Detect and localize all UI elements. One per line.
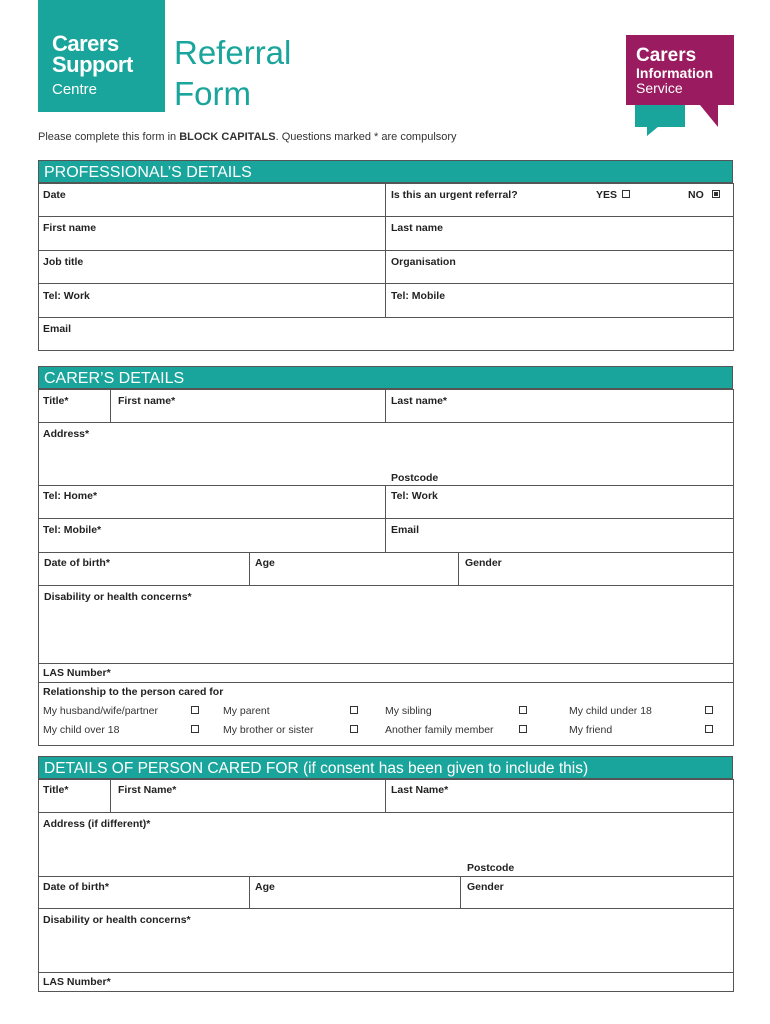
cared-address-label: Address (if different)* — [43, 818, 151, 830]
rel-option-label: My sibling — [385, 705, 432, 717]
tel-mobile-field[interactable] — [385, 283, 734, 318]
rel-option-label: My friend — [569, 724, 613, 736]
cared-gender-label: Gender — [467, 881, 504, 893]
no-label: NO — [688, 189, 704, 201]
organisation-field[interactable] — [385, 250, 734, 284]
cis-line-1: Carers — [636, 45, 697, 66]
tel-work-label: Tel: Work — [43, 290, 90, 302]
email-field[interactable] — [38, 317, 734, 351]
rel-option-label: My child over 18 — [43, 724, 120, 736]
carer-tel-home-field[interactable] — [38, 485, 386, 519]
cared-postcode-label: Postcode — [467, 862, 515, 874]
rel-option-label: My husband/wife/partner — [43, 705, 158, 717]
urgent-referral-field — [385, 183, 734, 217]
urgent-referral-label: Is this an urgent referral? — [391, 189, 518, 201]
carer-address-label: Address* — [43, 428, 90, 440]
tel-mobile-label: Tel: Mobile — [391, 290, 446, 302]
carer-las-number-field[interactable] — [38, 663, 734, 683]
rel-option-label: My child under 18 — [569, 705, 652, 717]
date-label: Date — [43, 189, 66, 201]
carer-address-field[interactable] — [38, 422, 734, 486]
carer-age-field[interactable] — [249, 552, 459, 586]
cared-first-name-label: First Name* — [118, 784, 177, 796]
carer-tel-work-field[interactable] — [385, 485, 734, 519]
cared-address-field[interactable] — [38, 812, 734, 877]
first-name-label: First name — [43, 222, 97, 234]
no-checkbox[interactable] — [712, 190, 720, 198]
form-instructions: Please complete this form in BLOCK CAPITALS. Questions marked * are compulsory — [38, 131, 457, 143]
rel-another-family-member-checkbox[interactable] — [519, 725, 527, 733]
carer-title-label: Title* — [43, 395, 69, 407]
cared-age-label: Age — [255, 881, 275, 893]
carer-gender-label: Gender — [465, 557, 502, 569]
cared-las-number-label: LAS Number* — [43, 976, 111, 988]
logo-line-2: Support — [52, 52, 133, 77]
carers-information-service-logo — [626, 35, 734, 105]
carer-last-name-label: Last name* — [391, 395, 448, 407]
carer-first-name-field[interactable] — [110, 389, 386, 423]
section-heading-cared-for: DETAILS OF PERSON CARED FOR (if consent has been given to include this) — [38, 756, 733, 779]
rel-option-label: Another family member — [385, 724, 494, 736]
carer-email-field[interactable] — [385, 518, 734, 553]
section-heading-professional: PROFESSIONAL’S DETAILS — [38, 160, 733, 183]
carer-tel-mobile-label: Tel: Mobile* — [43, 524, 102, 536]
speech-bubble-tail-icon — [647, 126, 659, 136]
carer-first-name-label: First name* — [118, 395, 176, 407]
cis-line-3: Service — [636, 80, 683, 96]
rel-husband-wife-partner-checkbox[interactable] — [191, 706, 199, 714]
rel-brother-or-sister-checkbox[interactable] — [350, 725, 358, 733]
form-title-line-2: Form — [174, 75, 251, 112]
carer-disability-field[interactable] — [38, 585, 734, 664]
speech-tail-icon — [700, 105, 718, 127]
section-heading-carer: CARER’S DETAILS — [38, 366, 733, 389]
rel-sibling-checkbox[interactable] — [519, 706, 527, 714]
logo-line-3: Centre — [52, 81, 98, 98]
cared-las-number-field[interactable] — [38, 972, 734, 992]
carer-dob-label: Date of birth* — [44, 557, 110, 569]
rel-option-label: My parent — [223, 705, 270, 717]
cared-age-field[interactable] — [249, 876, 461, 909]
cared-disability-field[interactable] — [38, 908, 734, 973]
cared-title-label: Title* — [43, 784, 69, 796]
rel-child-under-18-checkbox[interactable] — [705, 706, 713, 714]
rel-option-label: My brother or sister — [223, 724, 314, 736]
carer-last-name-field[interactable] — [385, 389, 734, 423]
logo-line-1: Carers — [52, 31, 119, 56]
carer-disability-label: Disability or health concerns* — [44, 591, 192, 603]
cared-first-name-field[interactable] — [110, 779, 386, 813]
cared-last-name-label: Last Name* — [391, 784, 449, 796]
carer-las-number-label: LAS Number* — [43, 667, 111, 679]
carer-tel-work-label: Tel: Work — [391, 490, 438, 502]
yes-label: YES — [596, 189, 618, 201]
organisation-label: Organisation — [391, 256, 456, 268]
tel-work-field[interactable] — [38, 283, 386, 318]
job-title-label: Job title — [43, 256, 84, 268]
rel-friend-checkbox[interactable] — [705, 725, 713, 733]
carer-title-field[interactable] — [38, 389, 111, 423]
carers-support-centre-logo — [38, 0, 165, 112]
cared-disability-label: Disability or health concerns* — [43, 914, 191, 926]
cared-dob-field[interactable] — [38, 876, 250, 909]
job-title-field[interactable] — [38, 250, 386, 284]
carer-email-label: Email — [391, 524, 420, 536]
relationship-group — [38, 682, 734, 746]
yes-checkbox[interactable] — [622, 190, 630, 198]
last-name-field[interactable] — [385, 216, 734, 251]
cis-line-2: Information — [636, 65, 713, 81]
carer-dob-field[interactable] — [38, 552, 250, 586]
carer-tel-home-label: Tel: Home* — [43, 490, 98, 502]
carer-tel-mobile-field[interactable] — [38, 518, 386, 553]
speech-bubble-icon — [635, 105, 685, 127]
rel-child-over-18-checkbox[interactable] — [191, 725, 199, 733]
email-label: Email — [43, 323, 72, 335]
cared-dob-label: Date of birth* — [43, 881, 109, 893]
cared-last-name-field[interactable] — [385, 779, 734, 813]
relationship-label: Relationship to the person cared for — [43, 686, 224, 698]
rel-parent-checkbox[interactable] — [350, 706, 358, 714]
carer-age-label: Age — [255, 557, 275, 569]
date-field[interactable] — [38, 183, 386, 217]
last-name-label: Last name — [391, 222, 443, 234]
carer-postcode-label: Postcode — [391, 472, 439, 484]
cared-gender-field[interactable] — [460, 876, 734, 909]
first-name-field[interactable] — [38, 216, 386, 251]
carer-gender-field[interactable] — [458, 552, 734, 586]
cared-title-field[interactable] — [38, 779, 111, 813]
form-title-line-1: Referral — [174, 34, 292, 71]
